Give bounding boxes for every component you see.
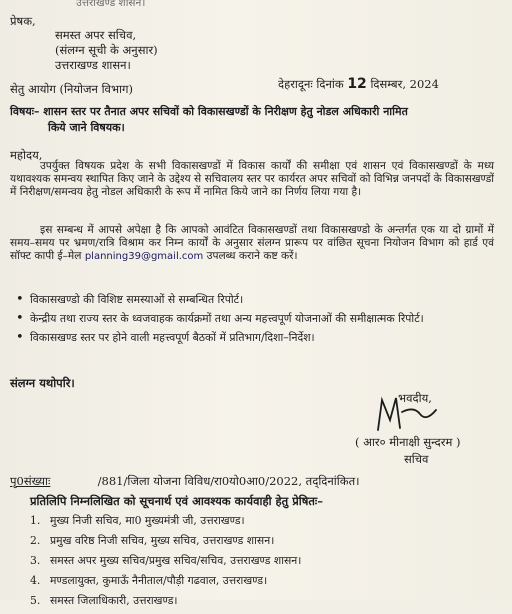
- list-item: • केन्द्रीय तथा राज्य स्तर के ध्वजवाहक कार्यक्रमों तथा अन्य महत्त्वपूर्ण योजनाओं की समीक्षात्मक रिपोर्ट।: [10, 312, 490, 326]
- copy-to-heading: प्रतिलिपि निम्नलिखित को सूचनार्थ एवं आवश्यक कार्यवाही हेतु प्रेषितः–: [30, 494, 324, 508]
- action-items-list: [10, 293, 490, 350]
- list-item: 1. मुख्य निजी सचिव, मा0 मुख्यमंत्री जी, उत्तराखण्ड।: [30, 514, 245, 527]
- copy-recipients-list: [30, 514, 500, 614]
- paragraph-1: उपर्युक्त विषयक प्रदेश के सभी विकासखण्डों में विकास कार्यों की समीक्षा एवं शासन एवं विकासखण्डों के मध्य यथावश्यक समन्वय स्थापित किए जाने के उद्देश्य से सचिवालय स्तर पर कार्यरत अपर सचिवों को विभिन्न जनपदों के विकासखण्डों में निरीक्षण/समन्वय हेतु नोडल अधिकारी के रूप में नामित किये जाने का निर्णय लिया गया है।: [10, 160, 494, 199]
- paragraph-2: [10, 224, 494, 264]
- date-line: [278, 77, 439, 92]
- cut-off-header-line: उत्तराखण्ड शासन।: [76, 0, 146, 9]
- paragraph-2-end: उपलब्ध कराने कष्ट करें।: [206, 250, 298, 263]
- subject-line-1: विषयः– शासन स्तर पर तैनात अपर सचिवों को विकासखण्डों के निरीक्षण हेतु नोडल अधिकारी नामित: [10, 105, 408, 118]
- list-item: • विकासखण्डो की विशिष्ट समस्याओं से सम्बन्धित रिपोर्ट।: [10, 293, 490, 307]
- list-item: 2. प्रमुख वरिष्ठ निजी सचिव, मुख्य सचिव, उत्तराखण्ड शासन।: [30, 534, 275, 547]
- email-link[interactable]: planning39@gmail.com: [84, 251, 204, 263]
- sender-line-3: उत्तराखण्ड शासन।: [55, 58, 131, 72]
- signatory-name: ( आर० मीनाक्षी सुन्दरम ): [355, 435, 461, 449]
- date-month-year: दिसम्बर, 2024: [370, 77, 439, 91]
- handwritten-signature: [372, 392, 442, 436]
- list-item: 5. समस्त जिलाधिकारी, उत्तराखण्ड।: [30, 594, 178, 607]
- closing-text: भवदीय,: [398, 391, 432, 405]
- date-number: 12: [347, 76, 367, 92]
- date-label: दिनांक: [316, 77, 344, 91]
- sender-line-1: समस्त अपर सचिव,: [55, 28, 137, 42]
- sender-label: प्रेषक,: [10, 14, 36, 28]
- reference-line: [10, 474, 360, 489]
- list-item: 3. समस्त अपर मुख्य सचिव/प्रमुख सचिव/सचिव, उत्तराखण्ड शासन।: [30, 554, 302, 567]
- place: देहरादूनः: [278, 77, 313, 91]
- signatory-designation: सचिव: [404, 452, 429, 466]
- reference-number: /881/जिला योजना विविध/रा0यो0आ0/2022, तद्‌दिनांकित।: [97, 474, 360, 488]
- sender-line-2: (संलग्न सूची के अनुसार): [55, 43, 158, 57]
- list-item: • विकासखण्ड स्तर पर होने वाली महत्त्वपूर्ण बैठकों में प्रतिभाग/दिशा–निर्देश।: [10, 331, 490, 345]
- department-line: सेतु आयोग (नियोजन विभाग): [10, 82, 133, 96]
- salutation: महोदय,: [10, 148, 43, 162]
- subject-line-2: किये जाने विषयक।: [48, 121, 125, 134]
- reference-label: पृ0संख्याः: [10, 474, 51, 488]
- list-item: 4. मण्डलायुक्त, कुमाऊँ नैनीताल/पौड़ी गढवाल, उत्तराखण्ड।: [30, 574, 268, 587]
- enclosure-note: संलग्न यथोपरि।: [10, 376, 75, 390]
- paragraph-2-text: इस सम्बन्ध में आपसे अपेक्षा है कि आपको आवंटित विकासखण्डों तथा विकासखण्डो के अन्तर्गत एक या दो ग्रामों में समय–समय पर भ्रमण/रात्रि विश्राम कर निम्न कार्यों के अनुसार संलग्न प्रारूप पर वांछित सूचना नियोजन विभाग को हार्ड एवं सॉफ्ट कापी ई–मेल: [10, 224, 494, 263]
